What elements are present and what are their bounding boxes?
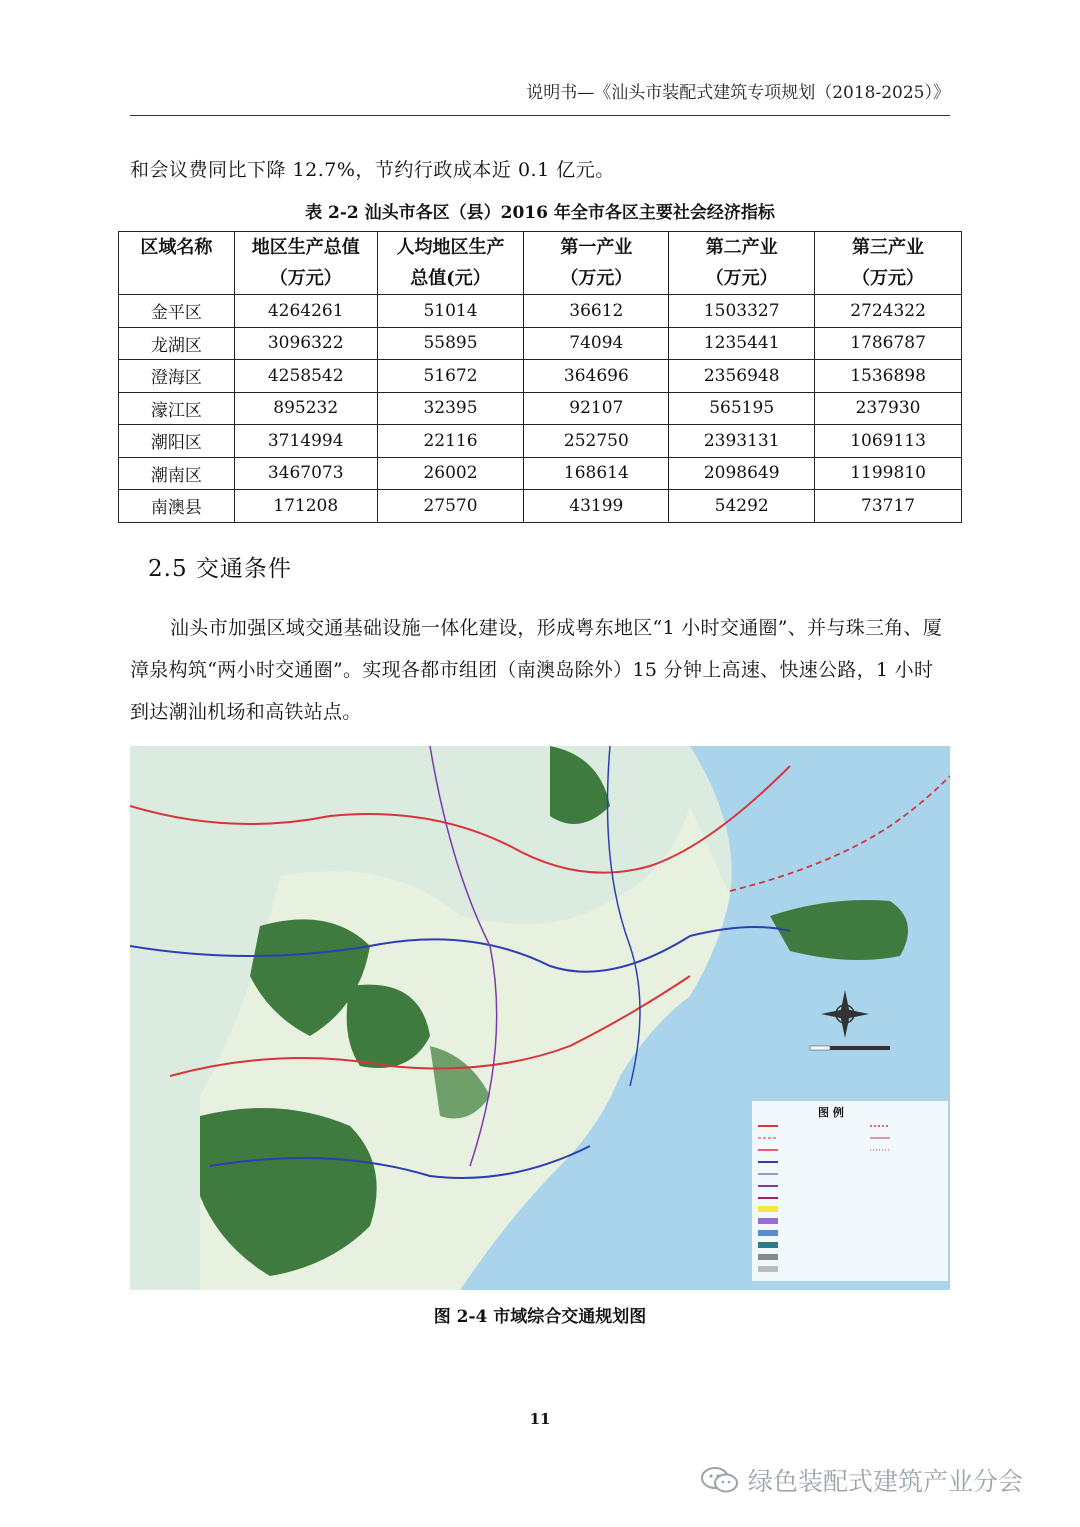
table-cell: 27570 [377,490,524,523]
table-cell: 74094 [524,327,669,360]
table-cell: 金平区 [119,295,235,328]
map-legend [752,1101,948,1281]
table-cell: 54292 [669,490,815,523]
table-cell: 1536898 [815,360,962,393]
table-cell: 171208 [234,490,377,523]
table-cell: 澄海区 [119,360,235,393]
map-graphic [130,746,950,1290]
header-per-capita-gdp: 人均地区生产 总值(元） [377,232,524,295]
table-header-row [119,232,962,295]
map-legend-title: 图 例 [818,1106,844,1119]
header-tertiary-industry: 第三产业 （万元） [815,232,962,295]
table-cell: 潮阳区 [119,425,235,458]
table-cell: 32395 [377,392,524,425]
table-cell: 4258542 [234,360,377,393]
table-row [119,457,962,490]
table-row [119,490,962,523]
transport-planning-map [130,746,950,1290]
table-cell: 364696 [524,360,669,393]
header-divider [130,115,950,116]
watermark [700,1462,1023,1498]
table-cell: 237930 [815,392,962,425]
table-cell: 龙湖区 [119,327,235,360]
table-cell: 2356948 [669,360,815,393]
table-cell: 26002 [377,457,524,490]
header-gdp: 地区生产总值 （万元） [234,232,377,295]
table-cell: 2393131 [669,425,815,458]
table-cell: 濠江区 [119,392,235,425]
table-cell: 2098649 [669,457,815,490]
table-cell: 565195 [669,392,815,425]
table-row [119,295,962,328]
table-cell: 3714994 [234,425,377,458]
table-cell: 1069113 [815,425,962,458]
table-cell: 168614 [524,457,669,490]
table-cell: 51014 [377,295,524,328]
table-cell: 1235441 [669,327,815,360]
body-paragraph: 汕头市加强区域交通基础设施一体化建设，形成粤东地区“1 小时交通圈”、并与珠三角、厦漳泉构筑“两小时交通圈”。实现各都市组团（南澳岛除外）15 分钟上高速、快速公路，1 小时到达潮汕机场和高铁站点。 [130,617,943,723]
watermark-text: 绿色装配式建筑产业分会 [748,1467,1024,1496]
header-primary-industry: 第一产业 （万元） [524,232,669,295]
table-cell: 92107 [524,392,669,425]
table-cell: 南澳县 [119,490,235,523]
table-cell: 36612 [524,295,669,328]
figure-caption: 图 2-4 市域综合交通规划图 [433,1307,647,1327]
wechat-icon [700,1465,740,1495]
table-cell: 1786787 [815,327,962,360]
table-cell: 895232 [234,392,377,425]
table-row [119,392,962,425]
table-cell: 1503327 [669,295,815,328]
section-title: 2.5 交通条件 [148,556,292,582]
table-row [119,327,962,360]
economic-indicators-table [118,231,962,523]
table-row [119,425,962,458]
table-cell: 22116 [377,425,524,458]
header-secondary-industry: 第二产业 （万元） [669,232,815,295]
table-cell: 55895 [377,327,524,360]
page-header: 说明书—《汕头市装配式建筑专项规划（2018-2025）》 [526,83,950,103]
table-cell: 4264261 [234,295,377,328]
table-caption: 表 2-2 汕头市各区（县）2016 年全市各区主要社会经济指标 [305,203,775,223]
table-cell: 1199810 [815,457,962,490]
table-cell: 3096322 [234,327,377,360]
table-cell: 51672 [377,360,524,393]
paragraph-top: 和会议费同比下降 12.7%，节约行政成本近 0.1 亿元。 [130,159,615,181]
table-cell: 43199 [524,490,669,523]
table-cell: 3467073 [234,457,377,490]
header-region: 区域名称 [119,232,235,295]
table-cell: 252750 [524,425,669,458]
table-cell: 潮南区 [119,457,235,490]
page-number: 11 [529,1410,551,1428]
scale-bar [810,1046,890,1050]
table-cell: 2724322 [815,295,962,328]
table-cell: 73717 [815,490,962,523]
table-row [119,360,962,393]
